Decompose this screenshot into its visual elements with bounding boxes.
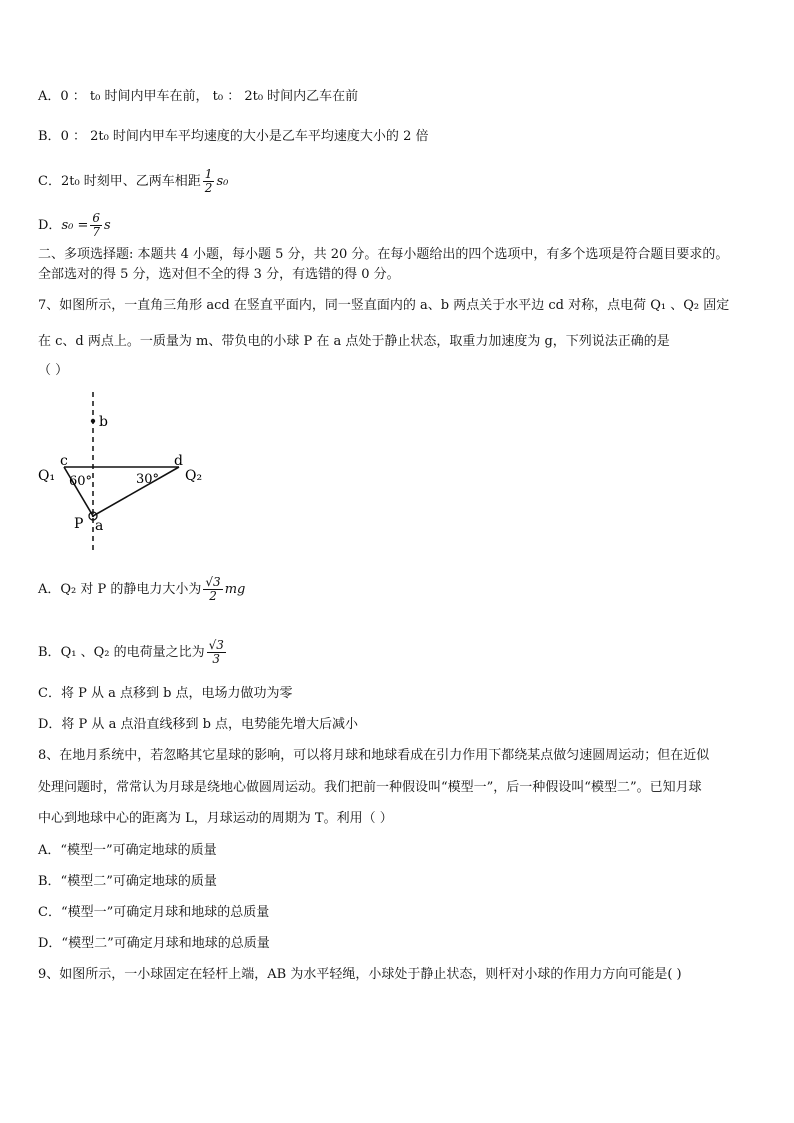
label-p: P	[74, 516, 84, 532]
q7-option-d: D．将 P 从 a 点沿直线移到 b 点，电势能先增大后减小	[38, 717, 359, 732]
ball-p-center	[92, 515, 94, 517]
fraction	[203, 576, 222, 603]
label-angle-30: 30°	[136, 472, 160, 487]
point-b	[91, 419, 95, 423]
fraction	[90, 212, 102, 239]
fraction-numerator: 6	[92, 211, 100, 225]
option-text: Q₂ 对 P 的静电力大小为	[60, 582, 202, 597]
label-q1: Q₁	[38, 468, 56, 484]
option-text: Q₁ 、Q₂ 的电荷量之比为	[60, 645, 205, 660]
q7-stem-line1: 7、如图所示，一直角三角形 acd 在竖直平面内，同一竖直面内的 a、b 两点关于水平边 cd 对称，点电荷 Q₁ 、Q₂ 固定	[38, 298, 730, 313]
fraction-numerator: 1	[204, 167, 213, 181]
q6-option-c	[38, 168, 228, 195]
math-symbol: mg	[224, 582, 246, 597]
q7-stem-line2: 在 c、d 两点上。一质量为 m、带负电的小球 P 在 a 点处于静止状态，取重力加速度为 g，下列说法正确的是	[38, 334, 670, 349]
q8-option-a: A．“模型一”可确定地球的质量	[38, 843, 217, 858]
q9-stem: 9、如图所示，一小球固定在轻杆上端，AB 为水平轻绳，小球处于静止状态，则杆对小球的作用力方向可能是( )	[38, 967, 682, 982]
q7-answer-paren: （ ）	[38, 363, 69, 378]
fraction-denominator: 7	[92, 225, 100, 239]
option-text: 2t₀ 时刻甲、乙两车相距	[60, 174, 201, 189]
q8-stem-line2: 处理问题时，常常认为月球是绕地心做圆周运动。我们把前一种假设叫“模型一”，后一种假设叫“模型二”。已知月球	[38, 780, 702, 795]
label-d: d	[174, 453, 183, 469]
q7-option-c: C．将 P 从 a 点移到 b 点，电场力做功为零	[38, 686, 293, 701]
label-q2: Q₂	[185, 468, 203, 484]
fraction-numerator: √3	[205, 575, 221, 589]
q8-option-b: B．“模型二”可确定地球的质量	[38, 874, 217, 889]
fraction	[203, 168, 215, 195]
label-angle-60: 60°	[69, 474, 93, 489]
option-label: D．	[38, 218, 62, 233]
q8-stem-line3: 中心到地球中心的距离为 L，月球运动的周期为 T。利用（ ）	[38, 811, 393, 826]
option-label: C．	[38, 174, 61, 189]
label-b: b	[99, 414, 108, 430]
q7-option-b	[38, 639, 228, 666]
label-a: a	[95, 518, 104, 534]
section-heading-line1: 二、多项选择题: 本题共 4 小题，每小题 5 分，共 20 分。在每小题给出的四个选项中，有多个选项是符合题目要求的。	[38, 247, 729, 262]
fraction	[207, 639, 226, 666]
fraction-denominator: 2	[209, 589, 217, 603]
fraction-numerator: √3	[208, 638, 224, 652]
q8-option-d: D．“模型二”可确定月球和地球的总质量	[38, 936, 270, 951]
q6-option-d	[38, 212, 111, 239]
option-label: A．	[38, 89, 61, 104]
q7-triangle-figure	[38, 388, 218, 558]
q6-option-b	[38, 128, 428, 146]
q8-option-c: C．“模型一”可确定月球和地球的总质量	[38, 905, 270, 920]
option-text: 0 ： 2t₀ 时间内甲车平均速度的大小是乙车平均速度大小的 2 倍	[60, 129, 429, 144]
math-expression: s₀ =	[61, 218, 89, 233]
section-heading-line2: 全部选对的得 5 分，选对但不全的得 3 分，有选错的得 0 分。	[38, 267, 400, 282]
option-label: B．	[38, 645, 61, 660]
q6-option-a	[38, 88, 358, 106]
fraction-denominator: 3	[212, 652, 221, 666]
math-symbol: s	[104, 218, 111, 233]
option-label: A．	[38, 582, 61, 597]
math-symbol: s₀	[216, 174, 229, 189]
label-c: c	[60, 453, 68, 469]
q8-stem-line1: 8、在地月系统中，若忽略其它星球的影响，可以将月球和地球看成在引力作用下都绕某点做匀速圆周运动；但在近似	[38, 748, 710, 763]
option-text: 0 ： t₀ 时间内甲车在前， t₀ ： 2t₀ 时间内乙车在前	[60, 89, 359, 104]
fraction-denominator: 2	[204, 181, 213, 195]
option-label: B．	[38, 129, 61, 144]
q7-option-a	[38, 576, 245, 603]
